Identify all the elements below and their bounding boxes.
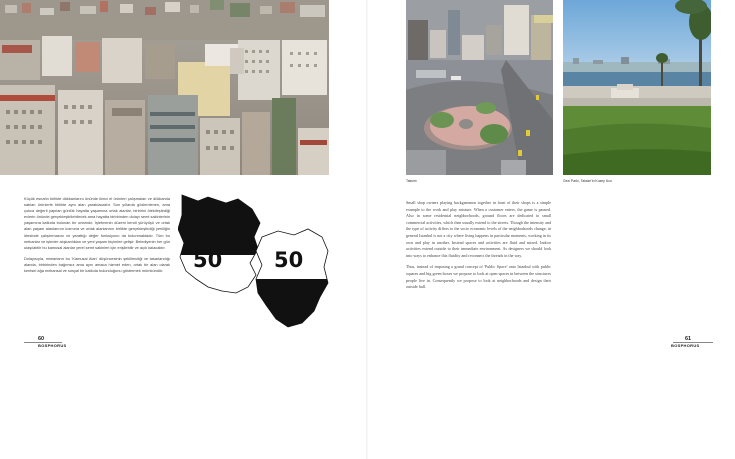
left-running-title: BOSPHORUS bbox=[38, 343, 67, 348]
left-paragraph-1: Küçük esnafın birlikte dükkanlarını önünde ikinci el ürünleri çalışmaları ve dükkanda satılan ürünlerle birlikte aynı alan yaratılacaktır. Son yıllarda gözlemlenen, ama çokca değerli yapılan günlük hayatta yaşamına ortak alanlar, birbirini ötekileştirdiği evlerin önünde gerçekleştirilebilecek ama hayatta birbirinden dolayı semt sakinlerinin yaşamına katkıda bulunan bir ortamdır. İşletmenin düzeni kendi yürüyüşü ve ortak alan yaşam alanlarının kısmına ve ortak alanlarının birlikte gerçekleştirdiği yeniliğin ötesinde çalıştırmasını ve yarattığı değer fonksiyonu da bulunmaktadır. Tüm bu mekanlar ve işlevler alışkanlıkları ve yeni yaşam biçimleri gelişir. Belediyenin her gün ulaşılabilir bu kamusal alanlar yerel semt sakinleri için erişilebilir ve açık kalacaktır. bbox=[24, 196, 170, 250]
gezi-park-photo bbox=[563, 0, 711, 175]
gezi-photo-caption: Gezi Parkı, Taksim'in Kuzey Ucu bbox=[563, 179, 612, 183]
diagram-label-right: 50 bbox=[274, 248, 304, 272]
city-aerial-photo bbox=[0, 0, 329, 175]
left-page-number: 60 bbox=[38, 336, 45, 342]
right-body-text bbox=[406, 200, 551, 296]
taksim-photo-caption: Taksim bbox=[406, 179, 417, 183]
left-body-text bbox=[24, 196, 170, 279]
right-page bbox=[367, 0, 735, 459]
left-paragraph-2: Dolayısıyla, mimarların bu 'Kamusal Alan' düşüncesinin şekillendiği ve tasarlandığı alanda, birbirinden bağımsız ama aynı amaca hizmet eden, ortak bir alan olarak kentsel ağa mekansal ve sosyal bir katkıda bulunduğunu göstermek mümkündür. bbox=[24, 255, 170, 274]
fifty-fifty-diagram bbox=[178, 193, 330, 329]
left-page bbox=[0, 0, 367, 459]
diagram-label-left: 50 bbox=[193, 248, 223, 272]
right-page-number: 61 bbox=[685, 336, 692, 342]
right-paragraph-1: Small shop owners playing backgammon together in front of their shops is a simple example to the work and play mixture. When a customer enters, the game is paused. Also in some residential neighborhoods, ground floors are dedicated to small commercial activities, which then usually extend to the streets. Though the intensity and the type of activity differs to the socio economic levels of the neighborhoods change, in general Istanbul is not a city where living happens in particular moments, working in its own and play in another. Instead spaces and activities are fluid and mixed. Indoor activities extend outside to their immediate environment. As designers we should look into ways to enhance this fluidity and reconnect the threads in the way. bbox=[406, 200, 551, 258]
right-running-title: BOSPHORUS bbox=[671, 343, 700, 348]
taksim-square-photo bbox=[406, 0, 553, 175]
right-paragraph-2: Thus, instead of imposing a grand concept of 'Public Space' onto Istanbul with public squares and big green boxes we propose to look at open spaces in between the structures people live in. Consequently we propose to look at neighborhoods and design their outside hall. bbox=[406, 264, 551, 290]
